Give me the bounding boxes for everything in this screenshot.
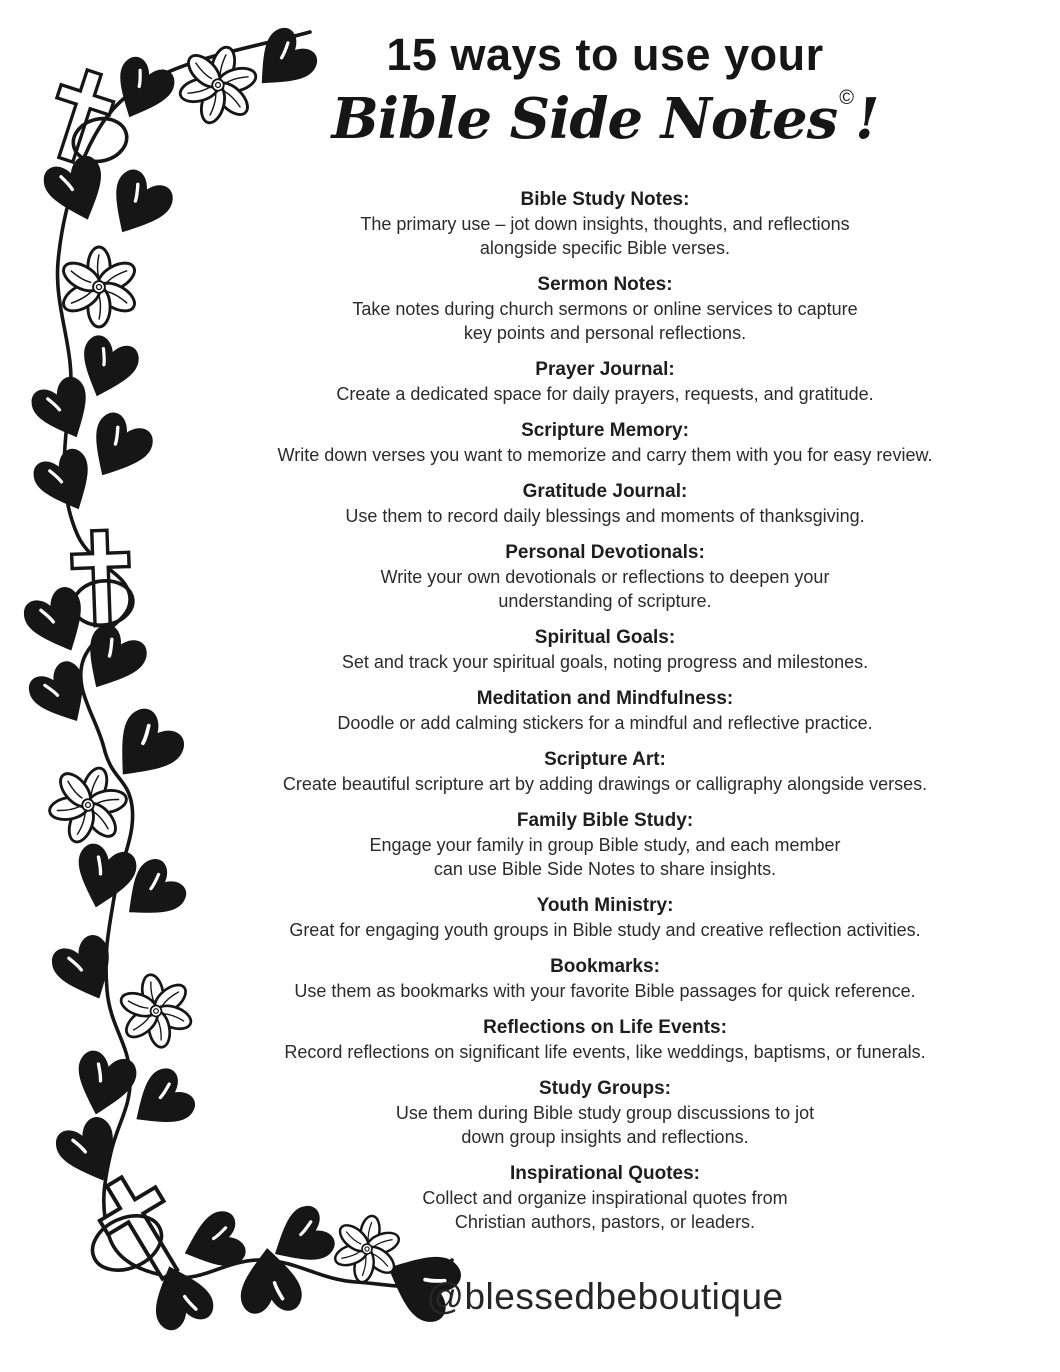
list-item [150,894,1060,942]
way-description-line: Use them to record daily blessings and moments of thanksgiving. [345,505,865,526]
social-handle: @blessedbeboutique [426,1275,784,1317]
way-description-line: key points and personal reflections. [463,322,747,343]
way-heading: Family Bible Study: [516,809,694,831]
way-description-line: Use them as bookmarks with your favorite Bible passages for quick reference. [294,980,916,1001]
way-heading: Prayer Journal: [535,358,675,380]
list-item [150,809,1060,881]
way-description-line: Great for engaging youth groups in Bible study and creative reflection activities. [289,919,921,940]
list-item [150,687,1060,735]
heart-leaf-icon [68,841,140,915]
way-heading: Inspirational Quotes: [509,1162,701,1184]
list-item [150,358,1060,406]
list-item [150,626,1060,674]
list-item [150,1077,1060,1149]
list-item [150,955,1060,1003]
heart-leaf-icon [39,152,115,230]
brand-title [150,86,1060,153]
flower-icon [59,247,139,327]
brand-title-exclamation: ! [854,86,879,153]
way-heading: Youth Ministry: [536,894,674,916]
way-heading: Study Groups: [539,1077,671,1099]
ways-list [150,188,1060,1234]
way-heading: Gratitude Journal: [522,480,688,502]
way-description-line: Create a dedicated space for daily prayers, requests, and gratitude. [336,383,874,404]
flyer-footer [150,1276,1060,1318]
way-description-line: Christian authors, pastors, or leaders. [454,1211,756,1232]
list-item [150,1162,1060,1234]
way-description-line: Write down verses you want to memorize and carry them with you for easy review. [277,444,933,465]
list-item [150,1016,1060,1064]
way-heading: Meditation and Mindfulness: [476,687,734,709]
way-description-line: Create beautiful scripture art by adding drawings or calligraphy alongside verses. [282,773,928,794]
heart-leaf-icon [24,656,101,734]
copyright-symbol: © [839,87,854,110]
way-description-line: The primary use – jot down insights, thoughts, and reflections [360,213,850,234]
way-heading: Reflections on Life Events: [483,1016,727,1038]
way-description-line: Engage your family in group Bible study, and each member [369,834,841,855]
flyer-header [150,30,1060,154]
heart-leaf-icon [29,444,104,520]
list-item [150,480,1060,528]
way-heading: Sermon Notes: [537,273,673,295]
flyer-content [150,0,1060,1318]
heart-leaf-icon [47,931,126,1011]
way-description-line: Record reflections on significant life events, like weddings, baptisms, or funerals. [284,1041,926,1062]
way-heading: Scripture Art: [544,748,666,770]
list-item [150,748,1060,796]
way-description-line: Set and track your spiritual goals, noting progress and milestones. [341,651,869,672]
list-item [150,188,1060,260]
way-description-line: Write your own devotionals or reflections to deepen your [380,566,830,587]
brand-title-text: Bible Side Notes [331,86,838,153]
way-description-line: can use Bible Side Notes to share insights. [433,858,777,879]
way-description-line: Collect and organize inspirational quotes from [422,1187,788,1208]
way-description-line: Doodle or add calming stickers for a mindful and reflective practice. [337,712,873,733]
way-heading: Personal Devotionals: [505,541,705,563]
way-description-line: Use them during Bible study group discussions to jot [395,1102,815,1123]
list-item [150,273,1060,345]
page-title: 15 ways to use your [386,29,824,80]
way-description-line: Take notes during church sermons or online services to capture [352,298,858,319]
way-description-line: down group insights and reflections. [461,1126,749,1147]
way-heading: Bible Study Notes: [520,188,690,210]
list-item [150,419,1060,467]
way-heading: Scripture Memory: [521,419,689,441]
way-heading: Bookmarks: [550,955,660,977]
way-description-line: understanding of scripture. [498,590,712,611]
list-item [150,541,1060,613]
way-heading: Spiritual Goals: [534,626,676,648]
cross-icon [40,64,121,169]
heart-leaf-icon [77,408,158,490]
way-description-line: alongside specific Bible verses. [479,237,731,258]
